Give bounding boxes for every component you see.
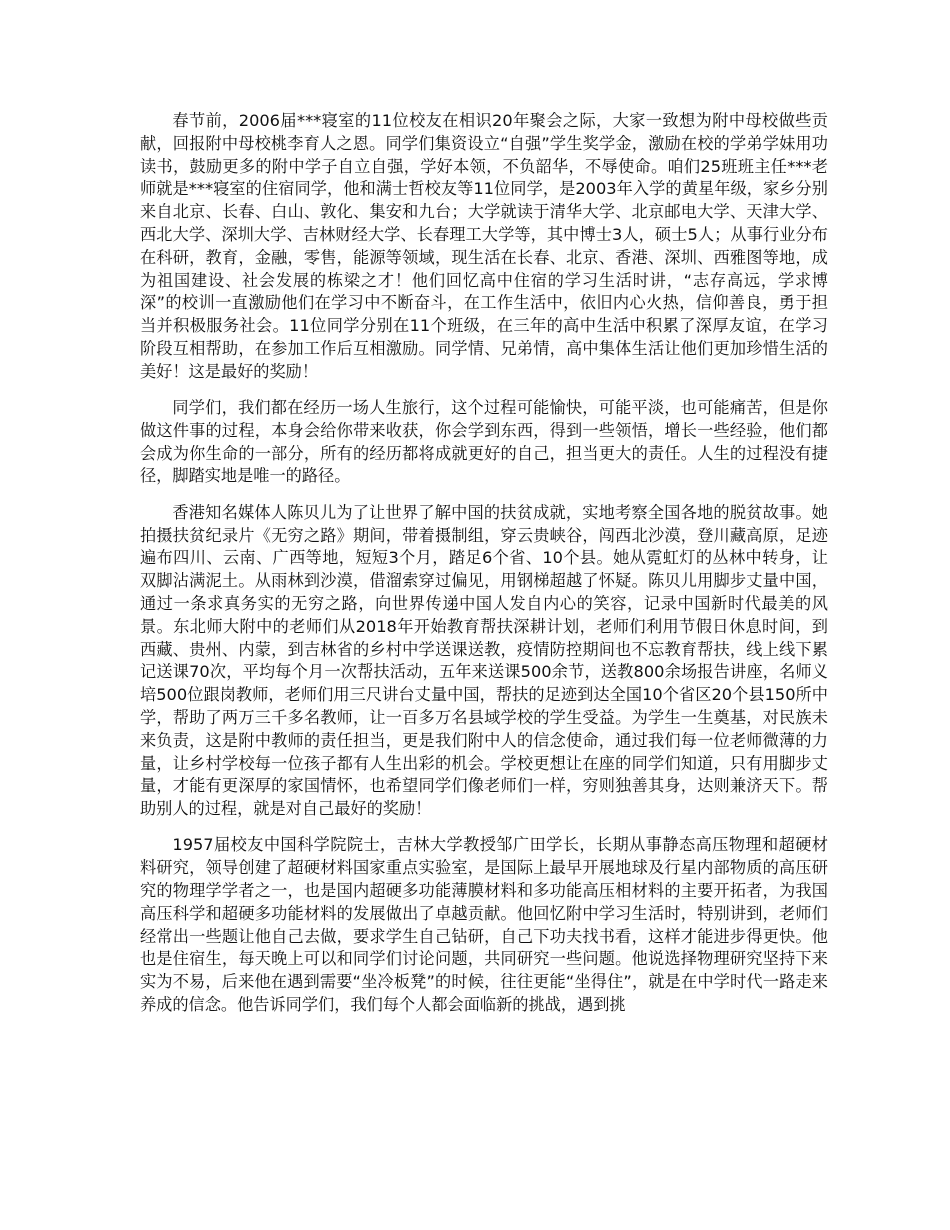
paragraph-poverty-alleviation: 香港知名媒体人陈贝儿为了让世界了解中国的扶贫成就，实地考察全国各地的脱贫故事。她拍摄扶贫纪录片《无穷之路》期间，带着摄制组，穿云贵峡谷，闯西北沙漠，登川藏高原，足迹遍布四川、云南、广西等地，短短3个月，踏足6个省、10个县。她从霓虹灯的丛林中转身，让双脚沾满泥土。从雨林到沙漠，借溜索穿过偏见，用钢梯超越了怀疑。陈贝儿用脚步丈量中国，通过一条求真务实的无穷之路，向世界传递中国人发自内心的笑容，记录中国新时代最美的风景。东北师大附中的老师们从2018年开始教育帮扶深耕计划，老师们利用节假日休息时间，到西藏、贵州、内蒙，到吉林省的乡村中学送课送教，疫情防控期间也不忘教育帮扶，线上线下累记送课70次，平均每个月一次帮扶活动，五年来送课500余节，送教800余场报告讲座，名师义培500位跟岗教师，老师们用三尺讲台丈量中国，帮扶的足迹到达全国10个省区20个县150所中学，帮助了两万三千多名教师，让一百多万名县域学校的学生受益。为学生一生奠基，对民族未来负责，这是附中教师的责任担当，更是我们附中人的信念使命，通过我们每一位老师微薄的力量，让乡村学校每一位孩子都有人生出彩的机会。学校更想让在座的同学们知道，只有用脚步丈量，才能有更深厚的家国情怀，也希望同学们像老师们一样，穷则独善其身，达则兼济天下。帮助别人的过程，就是对自己最好的奖励！	[140, 502, 828, 819]
paragraph-academician-alumnus: 1957届校友中国科学院院士，吉林大学教授邹广田学长，长期从事静态高压物理和超硬材料研究，领导创建了超硬材料国家重点实验室，是国际上最早开展地球及行星内部物质的高压研究的物理学学者之一，也是国内超硬多功能薄膜材料和多功能高压相材料的主要开拓者，为我国高压科学和超硬多功能材料的发展做出了卓越贡献。他回忆附中学习生活时，特别讲到，老师们经常出一些题让他自己去做，要求学生自己钻研，自己下功夫找书看，这样才能进步得更快。他也是住宿生，每天晚上可以和同学们讨论问题，共同研究一些问题。他说选择物理研究坚持下来实为不易，后来他在遇到需要“坐冷板凳”的时候，往往更能“坐得住”，就是在中学时代一路走来养成的信念。他告诉同学们，我们每个人都会面临新的挑战，遇到挑	[140, 835, 828, 1014]
paragraph-life-journey: 同学们，我们都在经历一场人生旅行，这个过程可能愉快，可能平淡，也可能痛苦，但是你做这件事的过程，本身会给你带来收获，你会学到东西，得到一些领悟，增长一些经验，他们都会成为你生命的一部分，所有的经历都将成就更好的自己，担当更大的责任。人生的过程没有捷径，脚踏实地是唯一的路径。	[140, 398, 828, 486]
document-body	[140, 110, 828, 1017]
paragraph-alumni-scholarship: 春节前，2006届***寝室的11位校友在相识20年聚会之际，大家一致想为附中母校做些贡献，回报附中母校桃李育人之恩。同学们集资设立“自强”学生奖学金，激励在校的学弟学妹用功读书，鼓励更多的附中学子自立自强，学好本领，不负韶华，不辱使命。咱们25班班主任***老师就是***寝室的住宿同学，他和满士哲校友等11位同学，是2003年入学的黄星年级，家乡分别来自北京、长春、白山、敦化、集安和九台；大学就读于清华大学、北京邮电大学、天津大学、西北大学、深圳大学、吉林财经大学、长春理工大学等，其中博士3人，硕士5人；从事行业分布在科研，教育，金融，零售，能源等领域，现生活在长春、北京、香港、深圳、西雅图等地，成为祖国建设、社会发展的栋梁之才！他们回忆高中住宿的学习生活时讲，“志存高远，学求博深”的校训一直激励他们在学习中不断奋斗，在工作生活中，依旧内心火热，信仰善良，勇于担当并积极服务社会。11位同学分别在11个班级，在三年的高中生活中积累了深厚友谊，在学习阶段互相帮助，在参加工作后互相激励。同学情、兄弟情，高中集体生活让他们更加珍惜生活的美好！这是最好的奖励！	[140, 111, 828, 381]
